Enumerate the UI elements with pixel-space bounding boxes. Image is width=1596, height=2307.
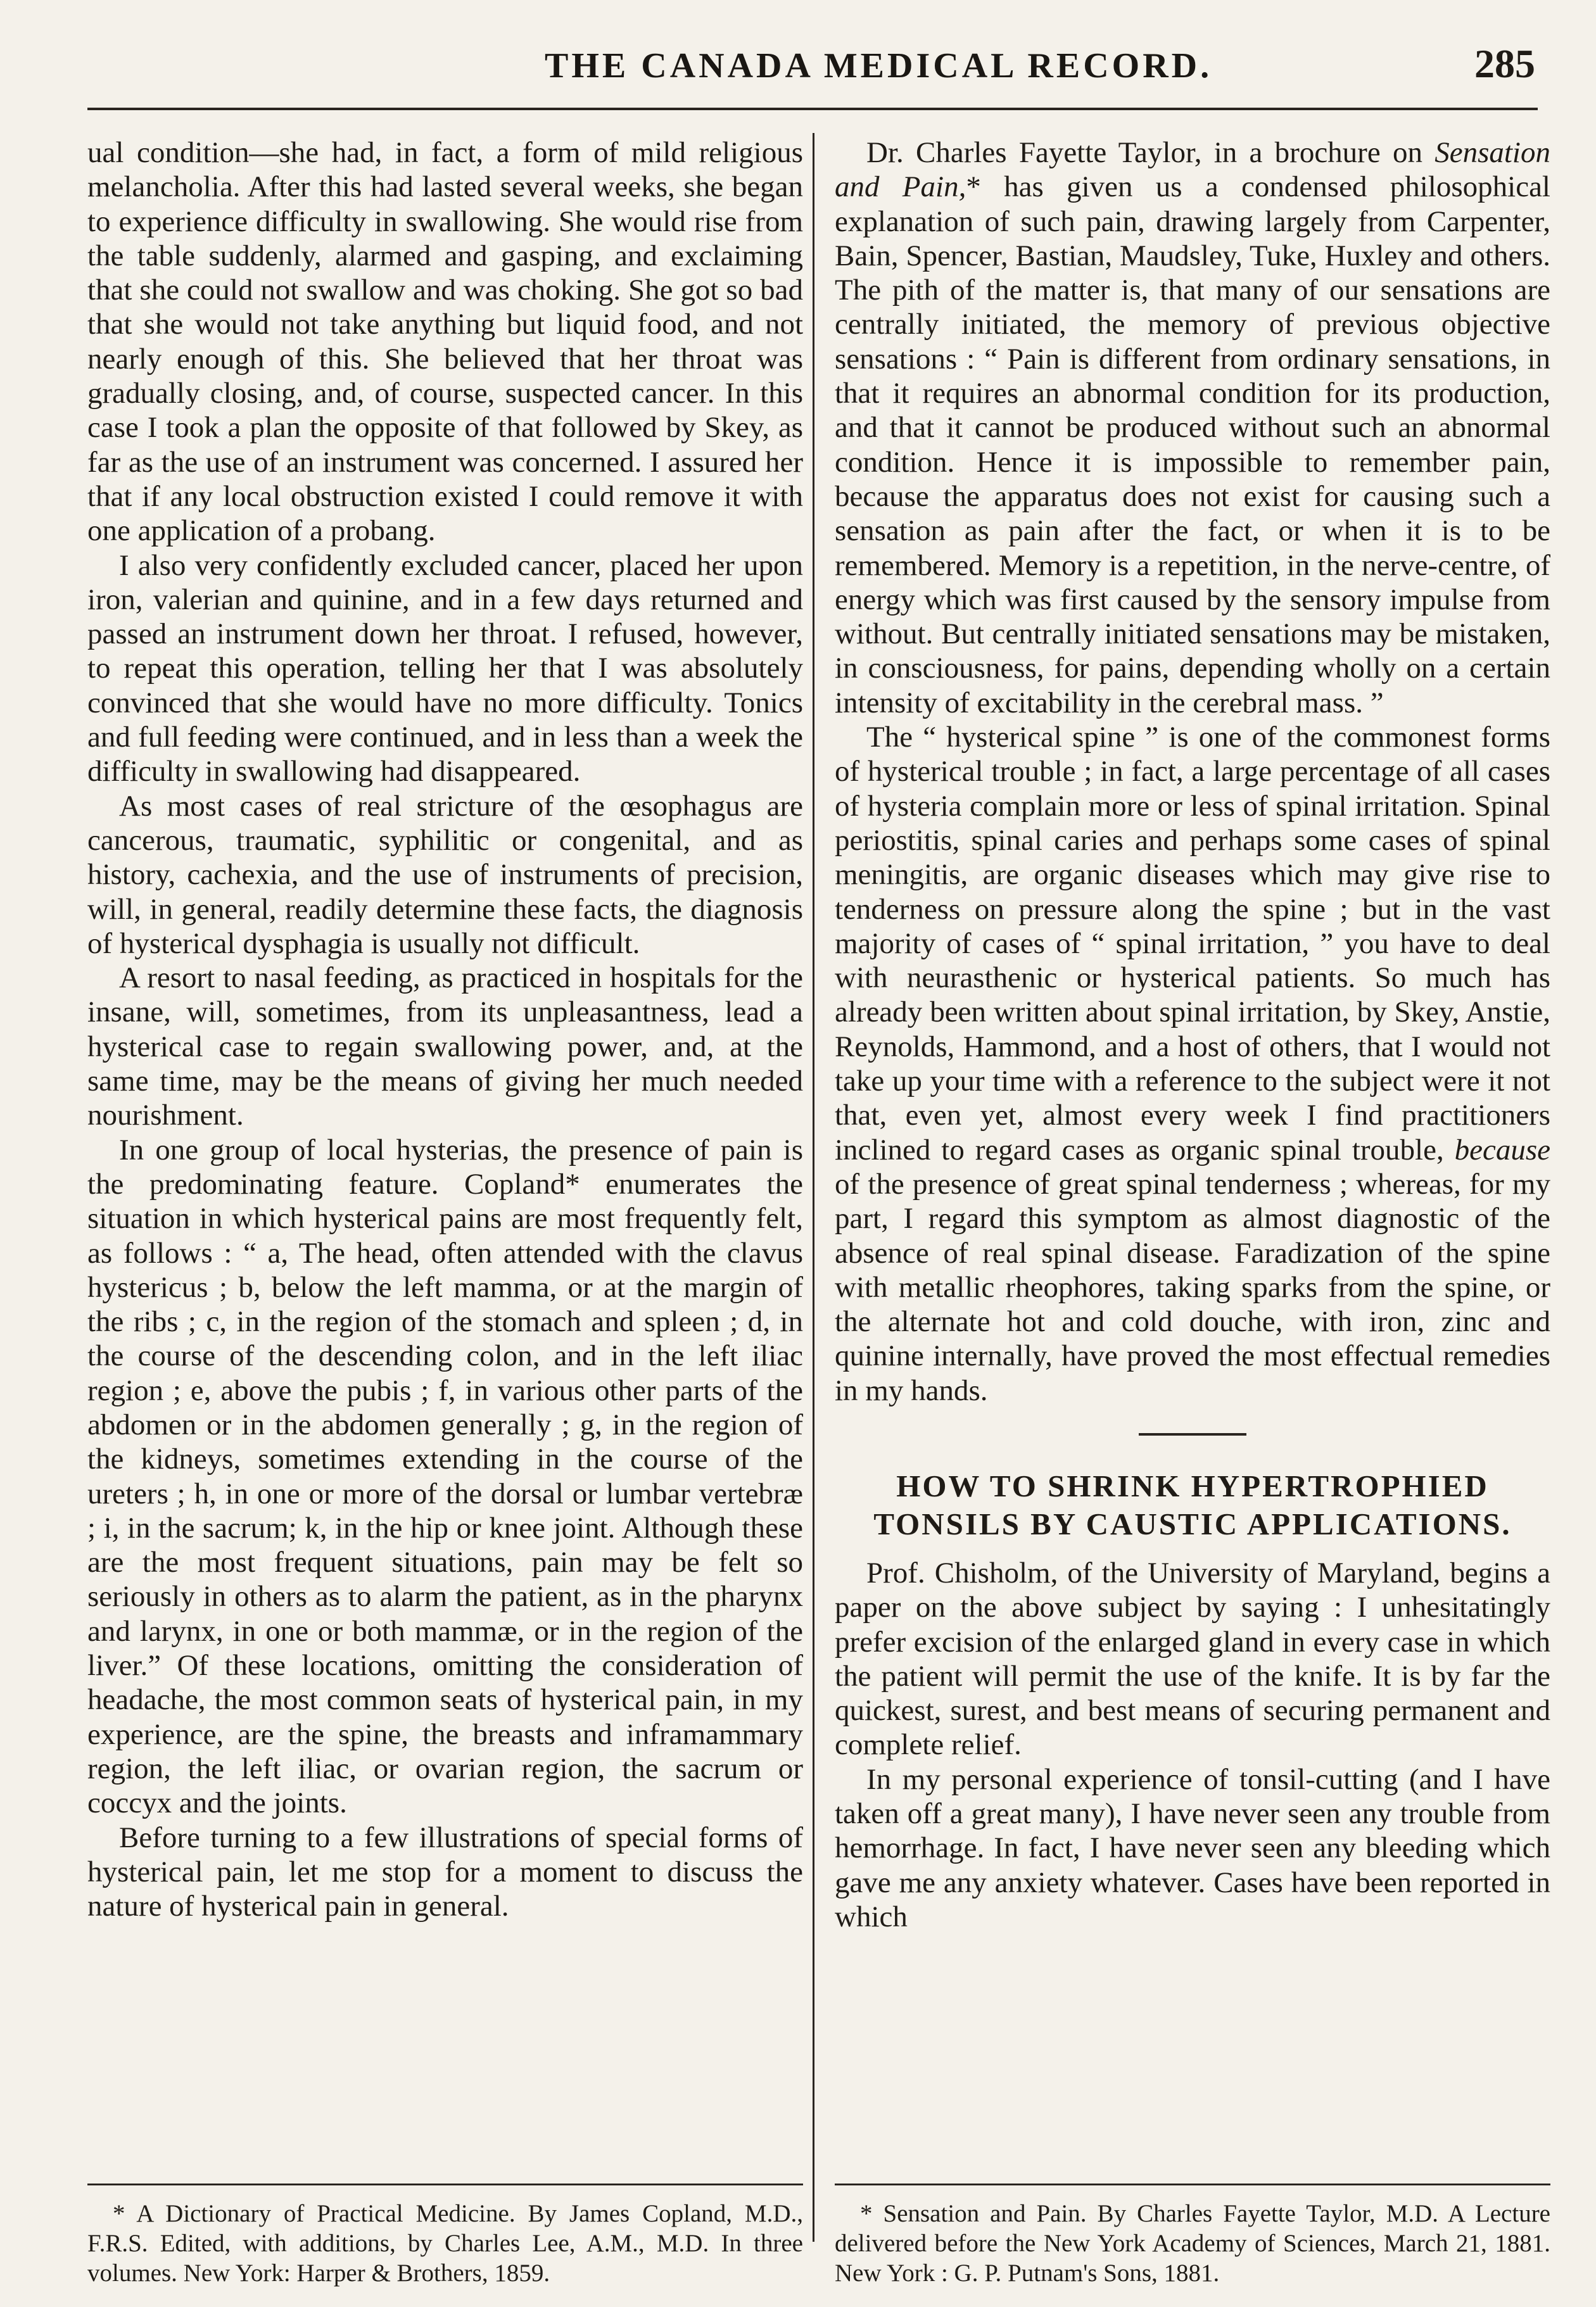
paragraph: In my personal experience of tonsil-cutting (and I have taken off a great many), I have never seen any trouble from hemorrhage. In fact, I have never seen any bleeding which gave me any anxiety whatever. Cases have been reported in which [835,1762,1550,1933]
section-heading [835,1467,1550,1543]
paragraph: In one group of local hysterias, the presence of pain is the predominating feature. Copland* enumerates the situation in which hysterical pains are most frequently felt, as follows : “ a, The head, often attended with the clavus hystericus ; b, below the left mamma, or at the margin of the ribs ; c, in the region of the stomach and spleen ; d, in the course of the descending colon, and in the left iliac region ; e, above the pubis ; f, in various other parts of the abdomen or in the abdomen generally ; g, in the region of the kidneys, sometimes extending in the course of the ureters ; h, in one or more of the dorsal or lumbar vertebræ ; i, in the sacrum; k, in the hip or knee joint. Although these are the most frequent situations, pain may be felt so seriously in others as to alarm the patient, as in the pharynx and larynx, in one or both mammæ, or in the region of the liver.” Of these locations, omitting the consideration of headache, the most common seats of hysterical pain, in my experience, are the spine, the breasts and inframammary region, the left iliac, or ovarian region, the sacrum or coccyx and the joints. [87,1133,803,1820]
column-divider [813,133,814,2242]
section-heading-line: HOW TO SHRINK HYPERTROPHIED [896,1468,1489,1503]
paragraph: A resort to nasal feeding, as practiced in hospitals for the insane, will, sometimes, from its unpleasantness, lead a hysterical case to regain swallowing power, and, at the same time, may be the means of giving her much needed nourishment. [87,961,803,1132]
running-head [0,39,1596,96]
paragraph [835,720,1550,1408]
paragraph: Prof. Chisholm, of the University of Maryland, begins a paper on the above subject by saying : I unhesitatingly prefer excision of the enlarged gland in every case in which the patient will permit the use of the knife. It is by far the quickest, surest, and best means of securing permanent and complete relief. [835,1556,1550,1762]
section-rule [1139,1433,1246,1436]
section-heading-line: TONSILS BY CAUSTIC APPLICATIONS. [873,1506,1512,1541]
paragraph-text: The “ hysterical spine ” is one of the commonest forms of hysterical trouble ; in fact, a large percentage of all cases of hysteria complain more or less of spinal irritation. Spinal periostitis, spinal caries and perhaps some cases of spinal meningitis, are organic diseases which may give rise to tenderness on pressure along the spine ; but in the vast majority of cases of “ spinal irritation, ” you have to deal with neurasthenic or hysterical patients. So much has already been written about spinal irritation, by Skey, Anstie, Reynolds, Hammond, and a host of others, that I would not take up your time with a reference to the subject were it not that, even yet, almost every week I find practitioners inclined to regard cases as organic spinal trouble, [835,721,1550,1166]
header-rule [87,108,1538,110]
emphasis: because [1454,1133,1550,1166]
footnote-rule [87,2184,803,2185]
footnote-right [835,2199,1550,2288]
footnote: * Sensation and Pain. By Charles Fayette Taylor, M.D. A Lecture delivered before the New York Academy of Sciences, March 21, 1881. New York : G. P. Putnam's Sons, 1881. [835,2200,1550,2287]
left-column [87,136,803,1923]
journal-title: THE CANADA MEDICAL RECORD. [545,46,1213,85]
paragraph: As most cases of real stricture of the œsophagus are cancerous, traumatic, syphilitic or congenital, and as history, cachexia, and the use of instruments of precision, will, in general, readily determine these facts, the diagnosis of hysterical dysphagia is usually not difficult. [87,789,803,960]
paragraph-text: of the presence of great spinal tenderness ; whereas, for my part, I regard this symptom as almost diagnostic of the absence of real spinal disease. Faradization of the spine with metallic rheophores, taking sparks from the spine, or the alternate hot and cold douche, with iron, zinc and quinine internally, have proved the most effectual remedies in my hands. [835,1167,1550,1407]
paragraph-text: * has given us a condensed philosophical explanation of such pain, drawing largely from Carpenter, Bain, Spencer, Bastian, Maudsley, Tuke, Huxley and others. The pith of the matter is, that many of our sensations are centrally initiated, the memory of previous objective sensations : “ Pain is different from ordinary sensations, in that it requires an abnormal condition for its production, and that it cannot be produced without such an abnormal condition. Hence it is impossible to remember pain, because the apparatus does not exist for causing such a sensation as pain after the fact, or when it is to be remembered. Memory is a repetition, in the nerve-centre, of energy which was first caused by the sensory impulse from without. But centrally initiated sensations may be mistaken, in consciousness, for pains, depending wholly on a certain intensity of excitability in the cerebral mass. ” [835,170,1550,719]
paragraph: ual condition—she had, in fact, a form of mild religious melancholia. After this had lasted several weeks, she began to experience difficulty in swallowing. She would rise from the table suddenly, alarmed and gasping, and exclaiming that she could not swallow and was choking. She got so bad that she would not take anything but liquid food, and not nearly enough of this. She believed that her throat was gradually closing, and, of course, suspected cancer. In this case I took a plan the opposite of that followed by Skey, as far as the use of an instrument was concerned. I assured her that if any local obstruction existed I could remove it with one application of a probang. [87,136,803,548]
paragraph: I also very confidently excluded cancer, placed her upon iron, valerian and quinine, and in a few days returned and passed an instrument down her throat. I refused, however, to repeat this operation, telling her that I was absolutely convinced that she would have no more difficulty. Tonics and full feeding were continued, and in less than a week the difficulty in swallowing had disappeared. [87,548,803,788]
right-column [835,136,1550,1934]
page-number: 285 [1474,41,1535,86]
footnote: * A Dictionary of Practical Medicine. By James Copland, M.D., F.R.S. Edited, with additions, by Charles Lee, A.M., M.D. In three volumes. New York: Harper & Brothers, 1859. [87,2200,803,2287]
paragraph [835,136,1550,720]
footnote-rule [835,2184,1550,2185]
paragraph: Before turning to a few illustrations of special forms of hysterical pain, let me stop for a moment to discuss the nature of hysterical pain in general. [87,1821,803,1923]
paragraph-text: Dr. Charles Fayette Taylor, in a brochure on [866,136,1435,169]
footnote-left [87,2199,803,2288]
book-title: Sensation and Pain, [835,136,1550,204]
